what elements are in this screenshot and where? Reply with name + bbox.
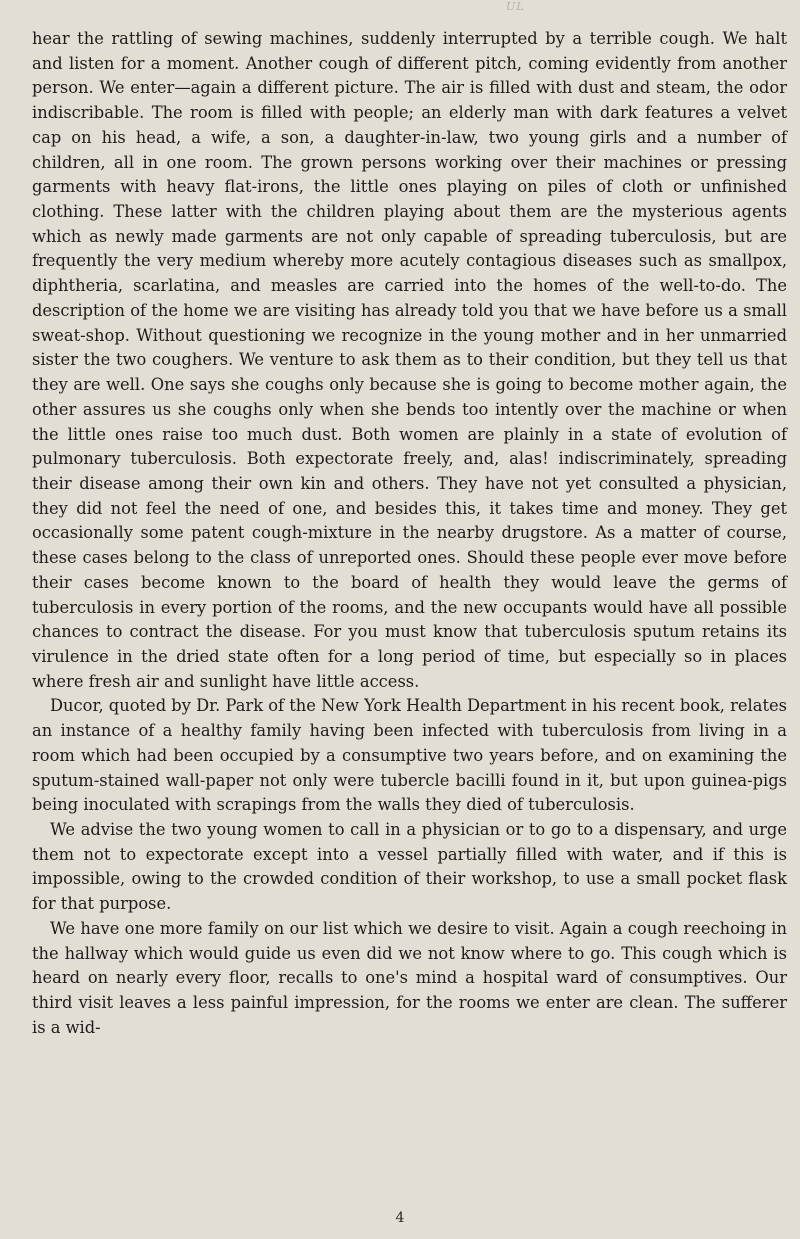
page-number: 4 xyxy=(395,1210,405,1226)
paragraph-2: Ducor, quoted by Dr. Park of the New York Health Department in his recent book, relates an instance of a healthy family having been infected with tuberculosis from living in a room which had been occupied by a consumptive two years before, and on examining the sputum-stained wall-paper not only were tubercle bacilli found in it, but upon guinea-pigs being inoculated with scrapings from the walls they died of tuberculosis. xyxy=(32,696,787,815)
paragraph-4: We have one more family on our list which we desire to visit. Again a cough reechoing in the hallway which would guide us even did we not know where to go. This cough which is heard on nearly every floor, recalls to one's mind a hospital ward of consumptives. Our third visit leaves a less painful impression, for the rooms we enter are clean. The sufferer is a wid- xyxy=(32,918,787,1037)
paragraph-3: We advise the two young women to call in a physician or to go to a dispensary, and urge them not to expectorate except into a vessel partially filled with water, and if this is impossible, owing to the crowded condition of their workshop, to use a small pocket flask for that purpose. xyxy=(32,820,787,914)
body-text xyxy=(32,27,787,1040)
paragraph-1: hear the rattling of sewing machines, suddenly interrupted by a terrible cough. We halt and listen for a moment. Another cough of different pitch, coming evidently from another person. We enter—again a different picture. The air is filled with dust and steam, the odor indiscribable. The room is filled with people; an elderly man with dark features a velvet cap on his head, a wife, a son, a daughter-in-law, two young girls and a number of children, all in one room. The grown persons working over their machines or pressing garments with heavy flat-irons, the little ones playing on piles of cloth or unfinished clothing. These latter with the children playing about them are the mysterious agents which as newly made garments are not only capable of spreading tuberculosis, but are frequently the very medium whereby more acutely contagious diseases such as smallpox, diphtheria, scarlatina, and measles are carried into the homes of the well-to-do. The description of the home we are visiting has already told you that we have before us a small sweat-shop. Without questioning we recognize in the young mother and in her unmarried sister the two coughers. We venture to ask them as to their condition, but they tell us that they are well. One says she coughs only because she is going to become mother again, the other assures us she coughs only when she bends too intently over the machine or when the little ones raise too much dust. Both women are plainly in a state of evolution of pulmonary tuberculosis. Both expectorate freely, and, alas! indiscriminately, spreading their disease among their own kin and others. They have not yet consulted a physician, they did not feel the need of one, and besides this, it takes time and money. They get occasionally some patent cough-mixture in the nearby drugstore. As a matter of course, these cases belong to the class of unreported ones. Should these people ever move before their cases become known to the board of health they would leave the germs of tuberculosis in every portion of the rooms, and the new occupants would have all possible chances to contract the disease. For you must know that tuberculosis sputum retains its virulence in the dried state often for a long period of time, but especially so in places where fresh air and sunlight have little access. xyxy=(32,29,787,691)
library-stamp: UL xyxy=(506,0,525,13)
